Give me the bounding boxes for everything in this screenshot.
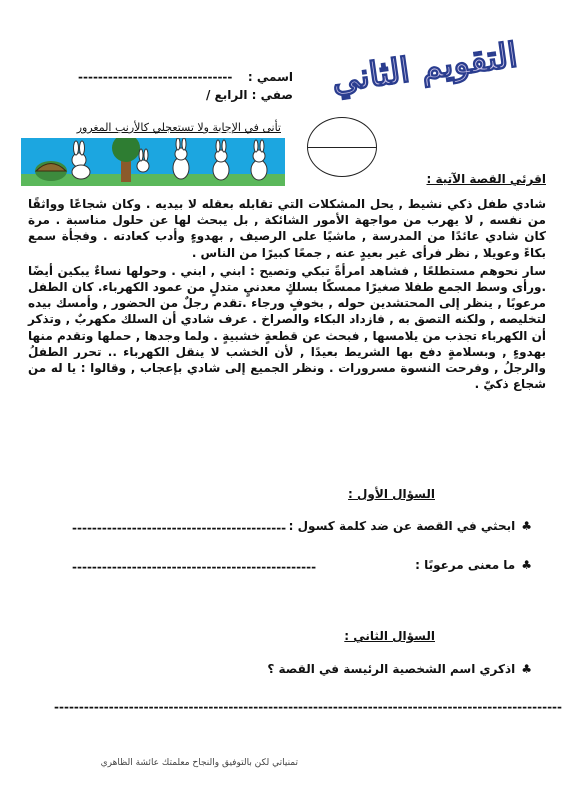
rabbit-tortoise-illustration-icon <box>21 138 285 186</box>
name-field <box>248 70 293 84</box>
club-icon: ♣ <box>521 519 532 533</box>
split-circle <box>307 117 377 177</box>
question-1-item-2-text: ما معنى مرعوبًا : <box>415 558 516 572</box>
story-body <box>28 196 546 392</box>
question-2-item-1-text: اذكري اسم الشخصية الرئيسة في القصة ؟ <box>267 662 516 676</box>
question-2-heading: السؤال الثاني : <box>344 629 435 643</box>
club-icon: ♣ <box>521 662 532 676</box>
name-blank: ------------------------------- <box>78 70 233 84</box>
story-paragraph-2: سار نحوهم مستطلعًا , فشاهد امرأةً تبكي وتصيح : ابني , ابني . وحولها نساءٌ يبكين أيضًا .ورأى وسط الجمع طفلا صغيرًا ممسكًا بسلكٍ معدنيٍ متدلٍ من عمود الكهرباء. كان الطفل مرعوبًا , ينظر إلى المحتشدين حوله , بخوفٍ ورجاء .تقدم رجلٌ من الحضور , وأمسك بيده لتخليصه , ولكنه التصق به , فازداد البكاء والصراخ . عرف شادي أن السلك مكهربٌ , وتذكر أن الكهرباء تجذب من يلامسها , فبحث عن قطعةٍ خشبيةٍ . ولما وجدها , حملها وتقدم منها بهدوءٍ , وبسلامةٍ دفع بها الشريط بعيدًا , لأن الخشب لا ينقل الكهرباء .. تحرر الطفلُ والرجلُ , وفرحت النسوة مسرورات . ونظر الجميع إلى شادي بإعجاب , وقالوا : يا له من شجاع ذكيّ . <box>28 263 546 392</box>
club-icon: ♣ <box>521 558 532 572</box>
question-1-item-1-text: ابحثي في القصة عن ضد كلمة كسول : <box>288 519 516 533</box>
worksheet-title: التقويم الثاني <box>329 35 520 101</box>
question-1-item-2 <box>415 558 532 572</box>
story-instruction: اقرئي القصة الآتية : <box>426 172 546 186</box>
class-field: صفي : الرابع / <box>206 88 293 102</box>
footer-note: تمنياتي لكن بالتوفيق والنجاح معلمتك عائشة الظاهري <box>100 758 298 768</box>
question-1-answer-2-blank[interactable]: ------------------------------------------------- <box>72 560 317 574</box>
question-1-answer-1-blank[interactable]: ------------------------------------------- <box>72 521 287 535</box>
name-label: اسمي : <box>247 70 293 84</box>
question-1-heading: السؤال الأول : <box>348 487 435 501</box>
proverb-text: تأنى في الإجابة ولا تستعجلي كالأرنب المغرور <box>76 121 281 134</box>
story-paragraph-1: شادي طفل ذكي نشيط , يحل المشكلات التي تقابله بعقله لا بيديه . وكان شجاعًا وواثقًا من نفسه , لا يهرب من مواجهة الأمور الشائكة , بل يبحث لها عن حلول مناسبة . مرة كان شادي عائدًا من المدرسة , ماشيًا على الرصيف , بهدوءٍ وأدب كعادته . وفجأة سمع بكاءً وعويلا , نظر فرأى غير بعيدٍ عنه , جمعًا كبيرًا من الناس . <box>28 197 546 260</box>
question-1-item-1 <box>289 519 532 533</box>
question-2-item-1 <box>267 662 532 676</box>
question-2-answer-line[interactable]: ------------------------------------------------------------------------------------------------------ <box>54 700 563 714</box>
